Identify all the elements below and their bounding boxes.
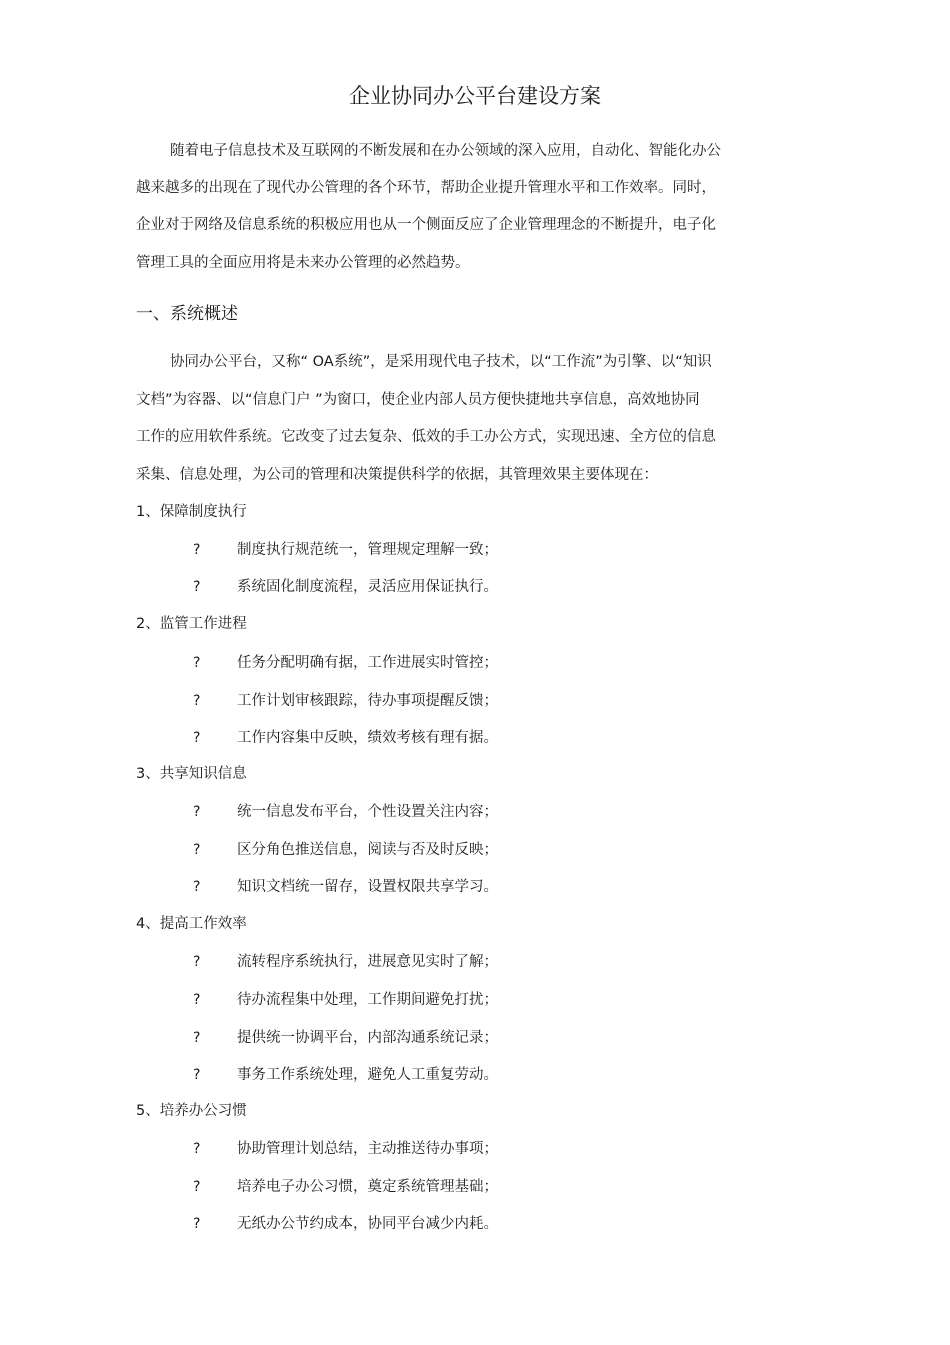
list-item: 流转程序系统执行，进展意见实时了解； xyxy=(237,954,498,970)
list-item: 培养电子办公习惯，奠定系统管理基础； xyxy=(237,1179,498,1195)
overview-line: 采集、信息处理，为公司的管理和决策提供科学的依据，其管理效果主要体现在： xyxy=(136,467,658,483)
list-item: 工作计划审核跟踪，待办事项提醒反馈； xyxy=(237,693,498,709)
bullet-marker: ? xyxy=(193,542,201,558)
list-item: 区分角色推送信息，阅读与否及时反映； xyxy=(237,842,498,858)
list-item: 事务工作系统处理，避免人工重复劳动。 xyxy=(237,1067,498,1083)
list-item: 统一信息发布平台，个性设置关注内容； xyxy=(237,804,498,820)
list-item: 制度执行规范统一，管理规定理解一致； xyxy=(237,542,498,558)
bullet-marker: ? xyxy=(193,842,201,858)
intro-line: 越来越多的出现在了现代办公管理的各个环节，帮助企业提升管理水平和工作效率。同时， xyxy=(136,180,716,196)
bullet-marker: ? xyxy=(193,1216,201,1232)
overview-line: 文档”为容器、以“信息门户 ”为窗口，使企业内部人员方便快捷地共享信息，高效地协同 xyxy=(136,392,700,408)
group-title: 5、培养办公习惯 xyxy=(136,1103,247,1119)
bullet-marker: ? xyxy=(193,579,201,595)
bullet-marker: ? xyxy=(193,1179,201,1195)
bullet-marker: ? xyxy=(193,693,201,709)
section-heading: 一、系统概述 xyxy=(136,304,238,324)
document-title: 企业协同办公平台建设方案 xyxy=(349,84,601,108)
list-item: 工作内容集中反映，绩效考核有理有据。 xyxy=(237,730,498,746)
intro-line: 企业对于网络及信息系统的积极应用也从一个侧面反应了企业管理理念的不断提升，电子化 xyxy=(136,217,716,233)
intro-line: 随着电子信息技术及互联网的不断发展和在办公领域的深入应用，自动化、智能化办公 xyxy=(170,143,721,159)
intro-line: 管理工具的全面应用将是未来办公管理的必然趋势。 xyxy=(136,255,470,271)
list-item: 协助管理计划总结，主动推送待办事项； xyxy=(237,1141,498,1157)
group-title: 2、监管工作进程 xyxy=(136,616,247,632)
bullet-marker: ? xyxy=(193,992,201,1008)
list-item: 知识文档统一留存，设置权限共享学习。 xyxy=(237,879,498,895)
bullet-marker: ? xyxy=(193,655,201,671)
bullet-marker: ? xyxy=(193,730,201,746)
overview-line: 工作的应用软件系统。它改变了过去复杂、低效的手工办公方式，实现迅速、全方位的信息 xyxy=(136,429,716,445)
list-item: 任务分配明确有据，工作进展实时管控； xyxy=(237,655,498,671)
list-item: 系统固化制度流程，灵活应用保证执行。 xyxy=(237,579,498,595)
bullet-marker: ? xyxy=(193,1067,201,1083)
bullet-marker: ? xyxy=(193,879,201,895)
list-item: 无纸办公节约成本，协同平台减少内耗。 xyxy=(237,1216,498,1232)
list-item: 待办流程集中处理，工作期间避免打扰； xyxy=(237,992,498,1008)
bullet-marker: ? xyxy=(193,1030,201,1046)
bullet-marker: ? xyxy=(193,804,201,820)
overview-line: 协同办公平台，又称“ OA系统”，是采用现代电子技术，以“工作流”为引擎、以“知识 xyxy=(170,354,712,370)
group-title: 4、提高工作效率 xyxy=(136,916,247,932)
bullet-marker: ? xyxy=(193,1141,201,1157)
list-item: 提供统一协调平台，内部沟通系统记录； xyxy=(237,1030,498,1046)
group-title: 1、保障制度执行 xyxy=(136,504,247,520)
group-title: 3、共享知识信息 xyxy=(136,766,247,782)
bullet-marker: ? xyxy=(193,954,201,970)
